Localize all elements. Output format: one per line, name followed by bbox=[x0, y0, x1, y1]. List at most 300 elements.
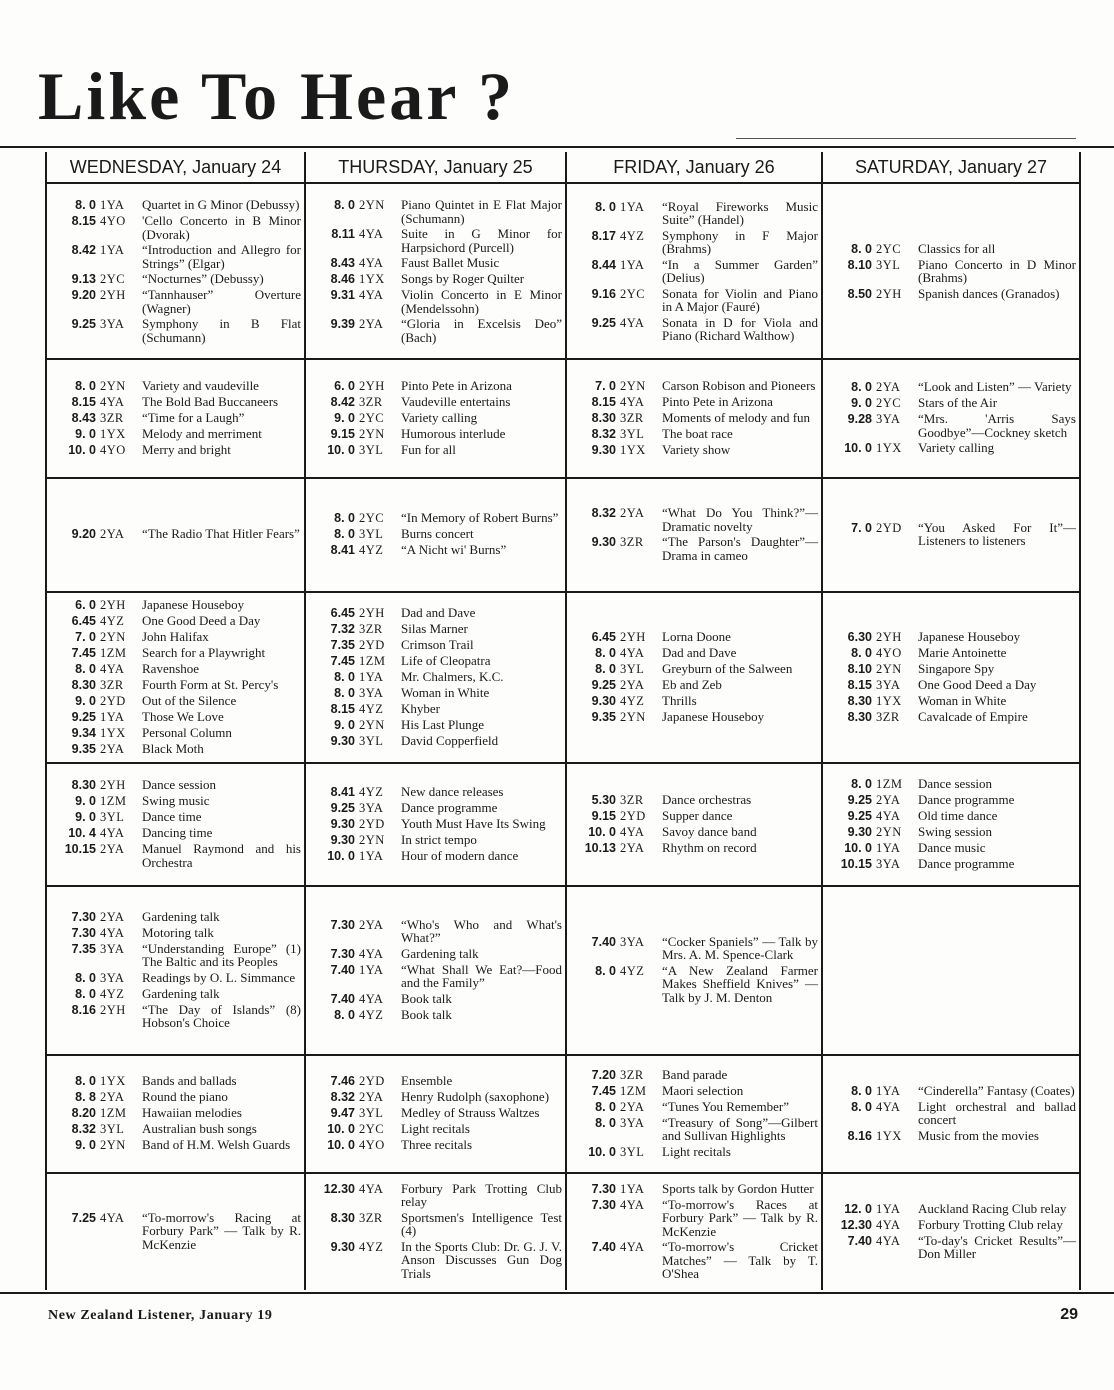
schedule-cell bbox=[568, 1058, 820, 1170]
station-call-sign: 3YA bbox=[359, 685, 384, 700]
broadcast-time: 9.25 bbox=[847, 792, 872, 807]
station-call-sign: 1YA bbox=[100, 198, 125, 212]
broadcast-time: 8.10 bbox=[847, 257, 872, 272]
station-call-sign: 4YA bbox=[876, 808, 901, 823]
station-call-sign: 4YA bbox=[876, 1217, 901, 1232]
broadcast-time: 6.30 bbox=[847, 629, 872, 644]
station-call-sign: 3ZR bbox=[100, 677, 124, 692]
programme-entry bbox=[313, 198, 562, 225]
column-rule bbox=[45, 152, 47, 1290]
station-call-sign: 1YA bbox=[876, 1083, 901, 1098]
broadcast-time: 7. 0 bbox=[851, 520, 872, 535]
page-number: 29 bbox=[1060, 1306, 1078, 1323]
station-call-sign: 2YD bbox=[876, 520, 902, 535]
programme-entry bbox=[313, 654, 562, 668]
programme-title: “Gloria in Excelsis Deo” (Bach) bbox=[401, 316, 562, 345]
schedule-cell bbox=[48, 481, 303, 589]
programme-title: Ravenshoe bbox=[142, 660, 200, 676]
station-call-sign: 4YZ bbox=[100, 986, 125, 1001]
programme-entry bbox=[830, 630, 1076, 644]
station-call-sign: 3YA bbox=[876, 856, 901, 871]
broadcast-time: 8. 0 bbox=[851, 1083, 872, 1098]
programme-entry bbox=[313, 1090, 562, 1104]
station-call-sign: 2YA bbox=[100, 527, 125, 541]
schedule-cell bbox=[824, 766, 1078, 883]
programme-title: Life of Cleopatra bbox=[401, 652, 491, 668]
station-call-sign: 1ZM bbox=[876, 776, 903, 791]
programme-entry bbox=[830, 242, 1076, 256]
broadcast-time: 8.30 bbox=[71, 778, 96, 792]
programme-title: David Copperfield bbox=[401, 732, 499, 748]
programme-title: Rhythm on record bbox=[662, 839, 757, 855]
broadcast-time: 7. 0 bbox=[595, 378, 616, 393]
programme-title: In the Sports Club: Dr. G. J. V. Anson Discusses Gun Dog Trials bbox=[401, 1238, 562, 1281]
programme-title: Supper dance bbox=[662, 807, 733, 823]
broadcast-time: 8. 0 bbox=[334, 511, 355, 525]
broadcast-time: 7.20 bbox=[591, 1067, 616, 1082]
schedule-cell bbox=[824, 889, 1078, 1052]
programme-title: “Tannhauser” Overture (Wagner) bbox=[142, 287, 301, 316]
station-call-sign: 2YH bbox=[359, 378, 385, 393]
programme-entry bbox=[574, 1084, 818, 1098]
broadcast-time: 8. 0 bbox=[334, 669, 355, 684]
station-call-sign: 3YL bbox=[359, 1106, 384, 1120]
programme-title: “Cinderella” Fantasy (Coates) bbox=[918, 1082, 1075, 1098]
programme-title: Melody and merriment bbox=[142, 425, 262, 441]
programme-entry bbox=[54, 411, 301, 425]
programme-title: Hawaiian melodies bbox=[142, 1105, 242, 1120]
broadcast-time: 7.32 bbox=[330, 621, 355, 636]
programme-title: Australian bush songs bbox=[142, 1121, 257, 1136]
broadcast-time: 9.25 bbox=[847, 808, 872, 823]
broadcast-time: 8. 0 bbox=[75, 1074, 96, 1088]
station-call-sign: 4YA bbox=[100, 1210, 125, 1225]
programme-title: Sonata in D for Viola and Piano (Richard Walthow) bbox=[662, 314, 818, 343]
programme-entry bbox=[830, 1234, 1076, 1261]
programme-entry bbox=[54, 1138, 301, 1152]
broadcast-time: 9.25 bbox=[591, 677, 616, 692]
station-call-sign: 2YD bbox=[100, 693, 126, 708]
programme-entry bbox=[313, 379, 562, 393]
programme-title: Forbury Trotting Club relay bbox=[918, 1216, 1063, 1232]
programme-title: Dance programme bbox=[918, 791, 1015, 807]
programme-entry bbox=[313, 785, 562, 799]
programme-entry bbox=[830, 662, 1076, 676]
schedule-cell bbox=[307, 188, 564, 356]
programme-title: Three recitals bbox=[401, 1137, 473, 1152]
broadcast-time: 9. 0 bbox=[75, 810, 96, 824]
broadcast-time: 8. 0 bbox=[75, 970, 96, 985]
station-call-sign: 3YA bbox=[620, 934, 645, 949]
programme-title: Maori selection bbox=[662, 1082, 744, 1098]
broadcast-time: 9. 0 bbox=[334, 410, 355, 425]
broadcast-time: 8. 0 bbox=[334, 527, 355, 541]
station-call-sign: 2YN bbox=[100, 1138, 126, 1152]
broadcast-time: 9.30 bbox=[330, 832, 355, 847]
broadcast-time: 10. 0 bbox=[68, 442, 96, 457]
station-call-sign: 4YA bbox=[359, 1181, 384, 1196]
broadcast-time: 8. 0 bbox=[595, 199, 616, 214]
station-call-sign: 4YZ bbox=[620, 228, 645, 243]
programme-entry bbox=[54, 726, 301, 740]
programme-title: Fun for all bbox=[401, 441, 456, 457]
header-rule bbox=[0, 146, 1114, 148]
programme-entry bbox=[830, 1084, 1076, 1098]
broadcast-time: 7.30 bbox=[71, 909, 96, 924]
broadcast-time: 8.15 bbox=[847, 677, 872, 692]
station-call-sign: 3ZR bbox=[620, 1067, 644, 1082]
broadcast-time: 9.34 bbox=[71, 725, 96, 740]
programme-entry bbox=[574, 379, 818, 393]
footer-rule bbox=[0, 1292, 1114, 1294]
station-call-sign: 3YA bbox=[100, 941, 125, 956]
programme-title: Merry and bright bbox=[142, 441, 231, 457]
programme-entry bbox=[830, 287, 1076, 301]
broadcast-time: 9. 0 bbox=[75, 693, 96, 708]
programme-title: Band parade bbox=[662, 1066, 728, 1082]
broadcast-time: 6.45 bbox=[591, 629, 616, 644]
programme-entry bbox=[830, 1218, 1076, 1232]
station-call-sign: 1YA bbox=[100, 709, 125, 724]
programme-title: Symphony in F Major (Brahms) bbox=[662, 227, 818, 256]
station-call-sign: 4YA bbox=[359, 288, 384, 302]
programme-title: One Good Deed a Day bbox=[918, 676, 1037, 692]
programme-title: Humorous interlude bbox=[401, 425, 506, 441]
programme-entry bbox=[830, 412, 1076, 439]
day-header-rule bbox=[46, 182, 1080, 184]
station-call-sign: 1ZM bbox=[620, 1083, 647, 1098]
programme-entry bbox=[54, 1090, 301, 1104]
programme-title: “Look and Listen” — Variety bbox=[918, 379, 1072, 394]
programme-entry bbox=[54, 971, 301, 985]
station-call-sign: 4YZ bbox=[359, 784, 384, 799]
programme-title: “Treasury of Song”—Gilbert and Sullivan Highlights bbox=[662, 1114, 818, 1143]
programme-entry bbox=[830, 710, 1076, 724]
broadcast-time: 6. 0 bbox=[334, 378, 355, 393]
broadcast-time: 10. 0 bbox=[327, 1122, 355, 1136]
schedule-cell bbox=[824, 188, 1078, 356]
programme-entry bbox=[574, 1182, 818, 1196]
station-call-sign: 1YA bbox=[359, 669, 384, 684]
station-call-sign: 3YL bbox=[876, 257, 901, 272]
programme-title: “The Parson's Daughter”—Drama in cameo bbox=[662, 534, 818, 563]
station-call-sign: 4YA bbox=[100, 925, 125, 940]
programme-title: Woman in White bbox=[401, 684, 490, 700]
programme-entry bbox=[313, 963, 562, 990]
broadcast-time: 9.35 bbox=[71, 741, 96, 756]
station-call-sign: 1YX bbox=[359, 272, 385, 286]
programme-title: Gardening talk bbox=[142, 908, 220, 924]
broadcast-time: 7.35 bbox=[330, 637, 355, 652]
broadcast-time: 5.30 bbox=[591, 792, 616, 807]
broadcast-time: 9. 0 bbox=[75, 794, 96, 808]
station-call-sign: 1YA bbox=[100, 243, 125, 257]
programme-title: Sports talk by Gordon Hutter bbox=[662, 1180, 814, 1196]
station-call-sign: 2YA bbox=[620, 840, 645, 855]
broadcast-time: 9.30 bbox=[330, 733, 355, 748]
programme-title: Thrills bbox=[662, 692, 697, 708]
programme-title: Moments of melody and fun bbox=[662, 409, 811, 425]
station-call-sign: 4YA bbox=[100, 826, 125, 840]
station-call-sign: 2YN bbox=[876, 661, 902, 676]
programme-title: Dance programme bbox=[401, 799, 498, 815]
broadcast-time: 8.10 bbox=[847, 661, 872, 676]
broadcast-time: 10. 0 bbox=[327, 442, 355, 457]
broadcast-time: 9.15 bbox=[330, 426, 355, 441]
programme-entry bbox=[313, 622, 562, 636]
broadcast-time: 8.15 bbox=[71, 394, 96, 409]
schedule-cell bbox=[48, 595, 303, 760]
programme-title: Variety show bbox=[662, 441, 731, 457]
programme-entry bbox=[574, 1240, 818, 1281]
programme-title: “A Nicht wi' Burns” bbox=[401, 542, 507, 557]
programme-title: Piano Concerto in D Minor (Brahms) bbox=[918, 256, 1076, 285]
programme-entry bbox=[54, 243, 301, 270]
section-rule bbox=[46, 762, 1080, 764]
programme-title: Savoy dance band bbox=[662, 823, 757, 839]
broadcast-time: 7.45 bbox=[71, 645, 96, 660]
programme-entry bbox=[574, 411, 818, 425]
programme-entry bbox=[830, 777, 1076, 791]
station-call-sign: 3ZR bbox=[359, 394, 383, 409]
programme-entry bbox=[574, 287, 818, 314]
programme-entry bbox=[574, 841, 818, 855]
broadcast-time: 8. 0 bbox=[595, 963, 616, 978]
programme-title: Variety calling bbox=[401, 409, 478, 425]
programme-entry bbox=[313, 256, 562, 270]
programme-entry bbox=[54, 1074, 301, 1088]
column-rule bbox=[1079, 152, 1081, 1290]
programme-title: Dance orchestras bbox=[662, 791, 752, 807]
broadcast-time: 8.46 bbox=[330, 272, 355, 286]
programme-entry bbox=[313, 411, 562, 425]
broadcast-time: 9.15 bbox=[591, 808, 616, 823]
broadcast-time: 7.40 bbox=[330, 962, 355, 977]
programme-entry bbox=[54, 214, 301, 241]
broadcast-time: 6.45 bbox=[330, 605, 355, 620]
broadcast-time: 8.42 bbox=[330, 394, 355, 409]
broadcast-time: 7.30 bbox=[330, 946, 355, 961]
programme-title: “Cocker Spaniels” — Talk by Mrs. A. M. Spence-Clark bbox=[662, 933, 818, 963]
broadcast-time: 8. 0 bbox=[851, 241, 872, 256]
broadcast-time: 7.45 bbox=[591, 1083, 616, 1098]
programme-title: Out of the Silence bbox=[142, 692, 237, 708]
station-call-sign: 1YA bbox=[620, 199, 645, 214]
broadcast-time: 8.32 bbox=[330, 1090, 355, 1104]
station-call-sign: 2YN bbox=[100, 378, 126, 393]
broadcast-time: 8. 0 bbox=[595, 1099, 616, 1114]
programme-entry bbox=[830, 694, 1076, 708]
programme-entry bbox=[574, 678, 818, 692]
station-call-sign: 4YO bbox=[359, 1138, 385, 1152]
programme-title: Burns concert bbox=[401, 526, 474, 541]
programme-title: Manuel Raymond and his Orchestra bbox=[142, 841, 301, 870]
broadcast-time: 12.30 bbox=[323, 1181, 355, 1196]
programme-title: In strict tempo bbox=[401, 831, 477, 847]
programme-entry bbox=[830, 521, 1076, 548]
programme-title: “To-morrow's Racing at Forbury Park” — Talk by R. McKenzie bbox=[142, 1209, 301, 1252]
programme-title: Dad and Dave bbox=[662, 644, 737, 660]
programme-title: “Tunes You Remember” bbox=[662, 1098, 789, 1114]
programme-entry bbox=[830, 1100, 1076, 1127]
station-call-sign: 4YZ bbox=[100, 613, 125, 628]
broadcast-time: 10. 4 bbox=[68, 826, 96, 840]
broadcast-time: 9.25 bbox=[330, 800, 355, 815]
station-call-sign: 2YA bbox=[100, 909, 125, 924]
broadcast-time: 9.25 bbox=[591, 315, 616, 330]
programme-title: “What Do You Think?”—Dramatic novelty bbox=[662, 505, 818, 534]
programme-title: “Time for a Laugh” bbox=[142, 409, 245, 425]
programme-title: Forbury Park Trotting Club relay bbox=[401, 1180, 562, 1210]
programme-entry bbox=[54, 198, 301, 212]
broadcast-time: 8. 0 bbox=[851, 380, 872, 394]
station-call-sign: 2YN bbox=[359, 198, 385, 212]
programme-entry bbox=[313, 227, 562, 254]
programme-entry bbox=[574, 710, 818, 724]
station-call-sign: 4YO bbox=[876, 645, 902, 660]
station-call-sign: 3YA bbox=[100, 970, 125, 985]
broadcast-time: 7.40 bbox=[847, 1233, 872, 1248]
station-call-sign: 2YH bbox=[876, 629, 902, 644]
programme-title: Youth Must Have Its Swing bbox=[401, 815, 546, 831]
programme-entry bbox=[574, 793, 818, 807]
station-call-sign: 2YC bbox=[876, 396, 902, 410]
programme-entry bbox=[313, 317, 562, 344]
broadcast-time: 12.30 bbox=[840, 1217, 872, 1232]
programme-entry bbox=[313, 734, 562, 748]
programme-title: Japanese Houseboy bbox=[662, 708, 765, 724]
station-call-sign: 2YD bbox=[359, 816, 385, 831]
schedule-cell bbox=[568, 481, 820, 589]
broadcast-time: 9.25 bbox=[71, 709, 96, 724]
programme-title: Marie Antoinette bbox=[918, 644, 1007, 660]
station-call-sign: 2YA bbox=[620, 506, 645, 520]
programme-entry bbox=[830, 793, 1076, 807]
programme-title: Gardening talk bbox=[142, 985, 220, 1001]
broadcast-time: 8. 0 bbox=[75, 378, 96, 393]
programme-title: Japanese Houseboy bbox=[142, 596, 245, 612]
station-call-sign: 3YL bbox=[359, 733, 384, 748]
programme-entry bbox=[54, 810, 301, 824]
broadcast-time: 8.15 bbox=[330, 701, 355, 716]
programme-entry bbox=[313, 443, 562, 457]
station-call-sign: 4YZ bbox=[359, 543, 384, 557]
broadcast-time: 8.32 bbox=[591, 426, 616, 441]
programme-title: Swing session bbox=[918, 823, 993, 839]
programme-entry bbox=[54, 1106, 301, 1120]
station-call-sign: 1ZM bbox=[359, 653, 386, 668]
programme-entry bbox=[313, 606, 562, 620]
broadcast-time: 9.30 bbox=[847, 824, 872, 839]
station-call-sign: 4YA bbox=[876, 1099, 901, 1114]
broadcast-time: 8.15 bbox=[591, 394, 616, 409]
programme-entry bbox=[54, 646, 301, 660]
station-call-sign: 2YD bbox=[359, 1074, 385, 1088]
schedule-cell bbox=[568, 188, 820, 356]
programme-title: “Who's Who and What's What?” bbox=[401, 916, 562, 945]
station-call-sign: 2YH bbox=[620, 629, 646, 644]
schedule-cell bbox=[568, 889, 820, 1052]
programme-entry bbox=[54, 614, 301, 628]
broadcast-time: 9.31 bbox=[330, 288, 355, 302]
programme-entry bbox=[313, 1240, 562, 1281]
station-call-sign: 4YA bbox=[100, 394, 125, 409]
programme-title: Cavalcade of Empire bbox=[918, 708, 1028, 724]
station-call-sign: 2YN bbox=[359, 426, 385, 441]
station-call-sign: 2YA bbox=[876, 792, 901, 807]
broadcast-time: 7.45 bbox=[330, 653, 355, 668]
section-rule bbox=[46, 1054, 1080, 1056]
programme-title: Round the piano bbox=[142, 1089, 228, 1104]
station-call-sign: 3ZR bbox=[876, 709, 900, 724]
station-call-sign: 2YC bbox=[359, 410, 385, 425]
schedule-cell bbox=[824, 595, 1078, 760]
programme-entry bbox=[54, 794, 301, 808]
section-rule bbox=[46, 885, 1080, 887]
broadcast-time: 10. 0 bbox=[588, 1144, 616, 1159]
station-call-sign: 1YA bbox=[620, 257, 645, 272]
programme-entry bbox=[574, 1116, 818, 1143]
broadcast-time: 8. 0 bbox=[334, 1007, 355, 1022]
schedule-cell bbox=[568, 1176, 820, 1288]
broadcast-time: 8.30 bbox=[847, 693, 872, 708]
programme-entry bbox=[574, 964, 818, 1005]
programme-entry bbox=[54, 317, 301, 344]
programme-entry bbox=[54, 1003, 301, 1030]
station-call-sign: 4YA bbox=[620, 824, 645, 839]
programme-title: “A New Zealand Farmer Makes Sheffield Knives” — Talk by J. M. Denton bbox=[662, 962, 818, 1005]
station-call-sign: 2YH bbox=[876, 286, 902, 301]
broadcast-time: 9.30 bbox=[330, 816, 355, 831]
programme-entry bbox=[54, 427, 301, 441]
programme-title: “Mrs. 'Arris Says Goodbye”—Cockney sketch bbox=[918, 411, 1076, 440]
programme-entry bbox=[830, 396, 1076, 410]
programme-title: Dance music bbox=[918, 839, 986, 855]
programme-title: “To-morrow's Cricket Matches” — Talk by T. O'Shea bbox=[662, 1239, 818, 1281]
programme-title: Hour of modern dance bbox=[401, 847, 519, 863]
programme-entry bbox=[313, 947, 562, 961]
broadcast-time: 8. 8 bbox=[75, 1090, 96, 1104]
station-call-sign: 1YX bbox=[876, 441, 902, 455]
programme-title: Dance session bbox=[142, 777, 217, 792]
programme-title: Vaudeville entertains bbox=[401, 393, 511, 409]
column-rule bbox=[821, 152, 823, 1290]
broadcast-time: 8.15 bbox=[71, 214, 96, 228]
programme-title: Old time dance bbox=[918, 807, 998, 823]
station-call-sign: 2YA bbox=[620, 677, 645, 692]
station-call-sign: 2YN bbox=[359, 832, 385, 847]
broadcast-time: 9.16 bbox=[591, 286, 616, 301]
station-call-sign: 1YX bbox=[100, 725, 126, 740]
broadcast-time: 10.13 bbox=[584, 840, 616, 855]
programme-title: Quartet in G Minor (Debussy) bbox=[142, 197, 300, 212]
schedule-cell bbox=[307, 595, 564, 760]
programme-entry bbox=[313, 272, 562, 286]
programme-title: “To-morrow's Races at Forbury Park” — Talk by R. McKenzie bbox=[662, 1196, 818, 1239]
programme-entry bbox=[313, 395, 562, 409]
programme-title: Suite in G Minor for Harpsichord (Purcell) bbox=[401, 226, 562, 255]
broadcast-time: 8.50 bbox=[847, 286, 872, 301]
schedule-cell bbox=[48, 362, 303, 475]
broadcast-time: 8.43 bbox=[330, 256, 355, 270]
broadcast-time: 10.15 bbox=[64, 842, 96, 856]
broadcast-time: 8.32 bbox=[71, 1122, 96, 1136]
programme-title: Stars of the Air bbox=[918, 395, 998, 410]
programme-entry bbox=[574, 1198, 818, 1239]
page-title: Like To Hear ? bbox=[38, 58, 516, 134]
station-call-sign: 3YL bbox=[359, 442, 384, 457]
programme-entry bbox=[574, 825, 818, 839]
